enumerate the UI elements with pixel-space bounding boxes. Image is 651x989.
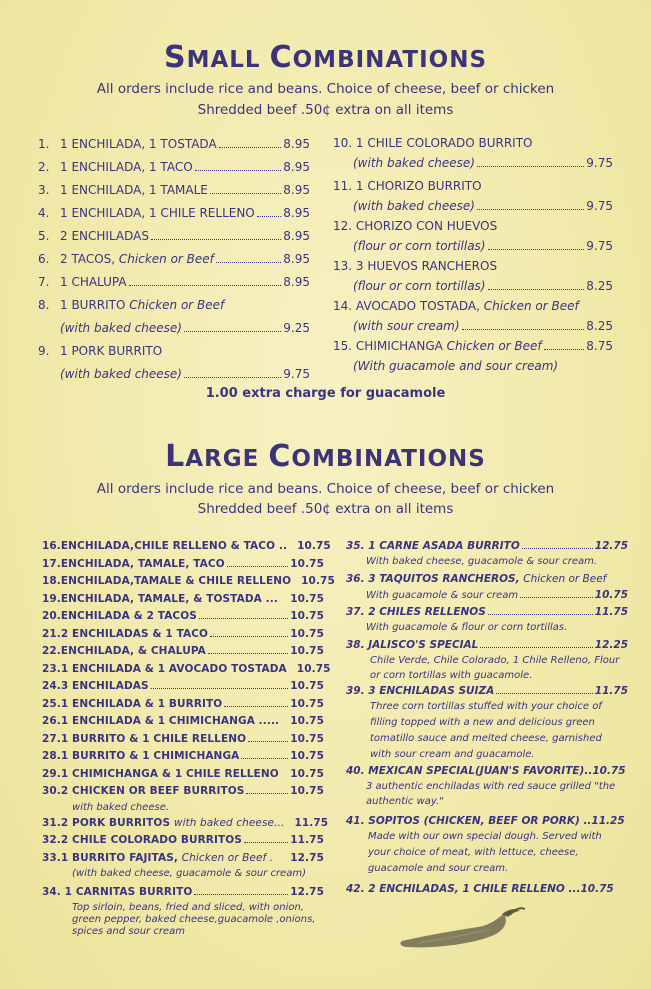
menu-item-34-desc-1: Top sirloin, beans, fried and sliced, with onion, xyxy=(72,901,304,913)
large-subtitle-2: Shredded beef .50¢ extra on all items xyxy=(197,501,454,517)
menu-item-8-detail: (with baked cheese) 9.25 xyxy=(60,321,310,335)
menu-item-39-desc-4: with sour cream and guacamole. xyxy=(370,749,535,760)
menu-item-40-desc-1: 3 authentic enchiladas with red sauce grilled "the xyxy=(366,781,616,792)
menu-item-13: 13. 3 HUEVOS RANCHEROS xyxy=(333,259,498,273)
menu-item-30: 30.2 CHICKEN OR BEEF BURRITOS 10.75 xyxy=(42,785,324,797)
menu-item-38-desc-1: Chile Verde, Chile Colorado, 1 Chile Relleno, Flour xyxy=(370,655,620,666)
menu-item-20: 20.ENCHILADA & 2 TACOS 10.75 xyxy=(42,610,324,622)
guacamole-extra-note: 1.00 extra charge for guacamole xyxy=(205,386,446,401)
small-combinations-title: SMALL COMBINATIONS xyxy=(163,40,488,75)
menu-item-27: 27.1 BURRITO & 1 CHILE RELLENO 10.75 xyxy=(42,732,324,745)
menu-item-41-desc-2: your choice of meat, with lettuce, cheese, xyxy=(368,847,579,858)
menu-item-34-desc-2: green pepper, baked cheese,guacamole ,onions, xyxy=(72,913,316,925)
menu-item-42: 42. 2 ENCHILADAS, 1 CHILE RELLENO ... 10.75 xyxy=(346,883,614,895)
menu-item-39-desc-3: tomatillo sauce and melted cheese, garnished xyxy=(370,733,602,744)
menu-item-37: 37. 2 CHILES RELLENOS 11.75 xyxy=(346,606,628,618)
menu-item-29: 29.1 CHIMICHANGA & 1 CHILE RELLENO 10.75 xyxy=(42,767,324,780)
menu-item-35: 35. 1 CARNE ASADA BURRITO 12.75 xyxy=(346,540,628,552)
menu-item-34-desc-3: spices and sour cream xyxy=(72,925,185,937)
menu-item-40: 40. MEXICAN SPECIAL(JUAN'S FAVORITE).. 10.75 xyxy=(346,765,626,777)
menu-item-10: 10. 1 CHILE COLORADO BURRITO xyxy=(333,136,533,150)
menu-item-7: 7. 1 CHALUPA 8.95 xyxy=(38,275,310,289)
menu-item-39-desc-1: Three corn tortillas stuffed with your choice of xyxy=(370,701,602,712)
menu-item-11: 11. 1 CHORIZO BURRITO xyxy=(333,179,482,193)
small-subtitle-2: Shredded beef .50¢ extra on all items xyxy=(197,102,454,118)
menu-item-39: 39. 3 ENCHILADAS SUIZA 11.75 xyxy=(346,685,628,697)
menu-item-19: 19.ENCHILADA, TAMALE, & TOSTADA ... 10.75 xyxy=(42,592,324,605)
menu-item-24: 24.3 ENCHILADAS 10.75 xyxy=(42,680,324,692)
menu-item-9-detail: (with baked cheese) 9.75 xyxy=(60,367,310,381)
menu-item-9: 9. 1 PORK BURRITO xyxy=(38,344,163,358)
menu-item-41-desc-1: Made with our own special dough. Served with xyxy=(368,831,602,842)
menu-item-1: 1. 1 ENCHILADA, 1 TOSTADA 8.95 xyxy=(38,137,310,151)
menu-item-14: 14. AVOCADO TOSTADA, Chicken or Beef xyxy=(333,299,579,313)
menu-item-37-desc: With guacamole & flour or corn tortillas. xyxy=(366,622,568,633)
menu-item-28: 28.1 BURRITO & 1 CHIMICHANGA 10.75 xyxy=(42,750,324,762)
chili-pepper-icon xyxy=(398,905,528,955)
menu-item-25: 25.1 ENCHILADA & 1 BURRITO 10.75 xyxy=(42,697,324,710)
small-right-column xyxy=(333,133,613,376)
menu-item-30-desc: with baked cheese. xyxy=(72,801,170,813)
menu-item-12-detail: (flour or corn tortillas) 9.75 xyxy=(353,239,613,253)
small-subtitle-1: All orders include rice and beans. Choice of cheese, beef or chicken xyxy=(96,81,555,97)
menu-item-5: 5. 2 ENCHILADAS 8.95 xyxy=(38,229,310,243)
menu-item-35-desc: With baked cheese, guacamole & sour cream. xyxy=(366,556,598,567)
menu-item-11-detail: (with baked cheese) 9.75 xyxy=(353,199,613,213)
large-right-column xyxy=(346,538,628,897)
menu-item-3: 3. 1 ENCHILADA, 1 TAMALE 8.95 xyxy=(38,183,310,197)
menu-item-15-detail: (With guacamole and sour cream) xyxy=(353,359,559,373)
menu-item-12: 12. CHORIZO CON HUEVOS xyxy=(333,219,498,233)
menu-item-23: 23.1 ENCHILADA & 1 AVOCADO TOSTADA 10.75 xyxy=(42,662,331,675)
menu-item-41-desc-3: guacamole and sour cream. xyxy=(368,863,509,874)
menu-item-22: 22.ENCHILADA, & CHALUPA 10.75 xyxy=(42,645,324,657)
menu-item-10-detail: (with baked cheese) 9.75 xyxy=(353,156,613,170)
menu-item-16: 16.ENCHILADA,CHILE RELLENO & TACO .. 10.75 xyxy=(42,540,331,552)
menu-item-4: 4. 1 ENCHILADA, 1 CHILE RELLENO 8.95 xyxy=(38,206,310,220)
large-subtitle-1: All orders include rice and beans. Choice of cheese, beef or chicken xyxy=(96,481,555,497)
menu-item-36-detail: With guacamole & sour cream 10.75 xyxy=(366,589,628,601)
menu-item-31: 31.2 PORK BURRITOS with baked cheese... 11.75 xyxy=(42,816,329,829)
menu-item-21: 21.2 ENCHILADAS & 1 TACO 10.75 xyxy=(42,627,324,640)
menu-item-32: 32.2 CHILE COLORADO BURRITOS 11.75 xyxy=(42,834,324,846)
menu-item-15: 15. CHIMICHANGA Chicken or Beef 8.75 xyxy=(333,339,613,353)
menu-item-41: 41. SOPITOS (CHICKEN, BEEF OR PORK) .. 11.25 xyxy=(346,815,625,827)
menu-item-26: 26.1 ENCHILADA & 1 CHIMICHANGA ..... 10.75 xyxy=(42,715,324,727)
menu-item-17: 17.ENCHILADA, TAMALE, TACO 10.75 xyxy=(42,557,324,570)
menu-item-40-desc-2: authentic way." xyxy=(366,796,444,807)
menu-item-8: 8. 1 BURRITO Chicken or Beef xyxy=(38,298,225,312)
menu-item-38-desc-2: or corn tortillas with guacamole. xyxy=(370,670,533,681)
menu-item-14-detail: (with sour cream) 8.25 xyxy=(353,319,613,333)
menu-item-36: 36. 3 TAQUITOS RANCHEROS, Chicken or Beef xyxy=(346,573,607,585)
menu-item-33: 33.1 BURRITO FAJITAS, Chicken or Beef . 12.75 xyxy=(42,851,324,864)
menu-item-2: 2. 1 ENCHILADA, 1 TACO 8.95 xyxy=(38,160,310,174)
menu-item-39-desc-2: filling topped with a new and delicious green xyxy=(370,717,595,728)
menu-item-13-detail: (flour or corn tortillas) 8.25 xyxy=(353,279,613,293)
menu-item-33-desc: (with baked cheese, guacamole & sour cream) xyxy=(72,868,306,879)
menu-item-18: 18.ENCHILADA,TAMALE & CHILE RELLENO 10.75 xyxy=(42,575,335,587)
menu-item-38: 38. JALISCO'S SPECIAL 12.25 xyxy=(346,639,628,651)
small-left-column xyxy=(38,133,310,386)
large-combinations-title: LARGE COMBINATIONS xyxy=(165,439,486,474)
menu-item-6: 6. 2 TACOS, Chicken or Beef 8.95 xyxy=(38,252,310,266)
large-left-column xyxy=(42,538,335,938)
menu-item-34: 34. 1 CARNITAS BURRITO 12.75 xyxy=(42,886,324,898)
